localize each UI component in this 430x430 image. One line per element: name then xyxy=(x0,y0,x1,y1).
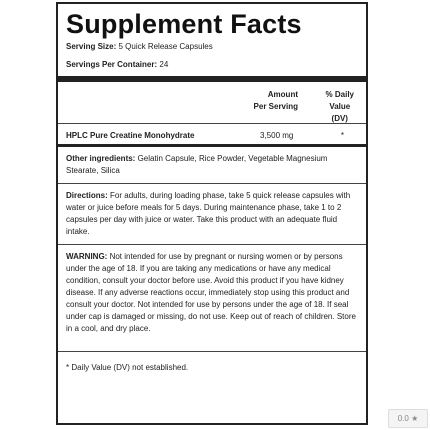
rating-badge[interactable]: 0.0 ★ xyxy=(388,409,428,428)
dv-header-line1: % Daily xyxy=(325,90,354,99)
warning-label: WARNING: xyxy=(66,252,108,261)
servings-row xyxy=(66,59,358,71)
servings-value: 24 xyxy=(159,60,169,69)
directions-text: For adults, during loading phase, take 5 quick release capsules with water or juice before meals for 5 days. During maintenance phase, take 1 to 2 capsules per day with juice or water. Take this product with an adequate fluid intake. xyxy=(66,191,351,236)
panel-title: Supplement Facts xyxy=(66,9,302,39)
serving-size-value: 5 Quick Release Capsules xyxy=(118,42,213,51)
directions xyxy=(66,184,358,244)
column-header xyxy=(66,82,358,123)
serving-size-label: Serving Size: xyxy=(66,42,117,51)
dv-header-line2: Value xyxy=(329,102,351,111)
footnote: * Daily Value (DV) not established. xyxy=(66,363,189,372)
other-ingredients-text: Gelatin Capsule, Rice Powder, Vegetable Magnesium Stearate, Silica xyxy=(66,154,328,175)
dv-header-line3: (DV) xyxy=(331,114,348,123)
ingredient-row xyxy=(66,124,358,141)
ingredient-amount: 3,500 mg xyxy=(260,131,294,140)
amount-header-line1: Amount xyxy=(267,90,298,99)
other-ingredients xyxy=(66,147,358,183)
warning-text: Not intended for use by pregnant or nursing women or by persons under the age of 18. If you are taking any medications or have any medical condition, consult your doctor before use. Avoid this product if you have kidney disease. If any adverse reactions occur, immediately stop using this product and consult your doctor. Not intended for use by persons under the age of 18. If seal under cap is damaged or missing, do not use. Keep out of reach of children. Store in a cool, and dry place. xyxy=(66,252,356,333)
directions-label: Directions: xyxy=(66,191,108,200)
servings-label: Servings Per Container: xyxy=(66,60,158,69)
dv-header xyxy=(326,89,354,125)
amount-header xyxy=(254,89,298,113)
amount-header-line2: Per Serving xyxy=(253,102,298,111)
supplement-facts-panel xyxy=(56,2,368,425)
ingredient-dv: * xyxy=(340,131,344,140)
warning xyxy=(66,245,358,341)
serving-size-row xyxy=(66,41,358,53)
ingredient-name: HPLC Pure Creatine Monohydrate xyxy=(66,131,195,140)
other-ingredients-label: Other ingredients: xyxy=(66,154,136,163)
